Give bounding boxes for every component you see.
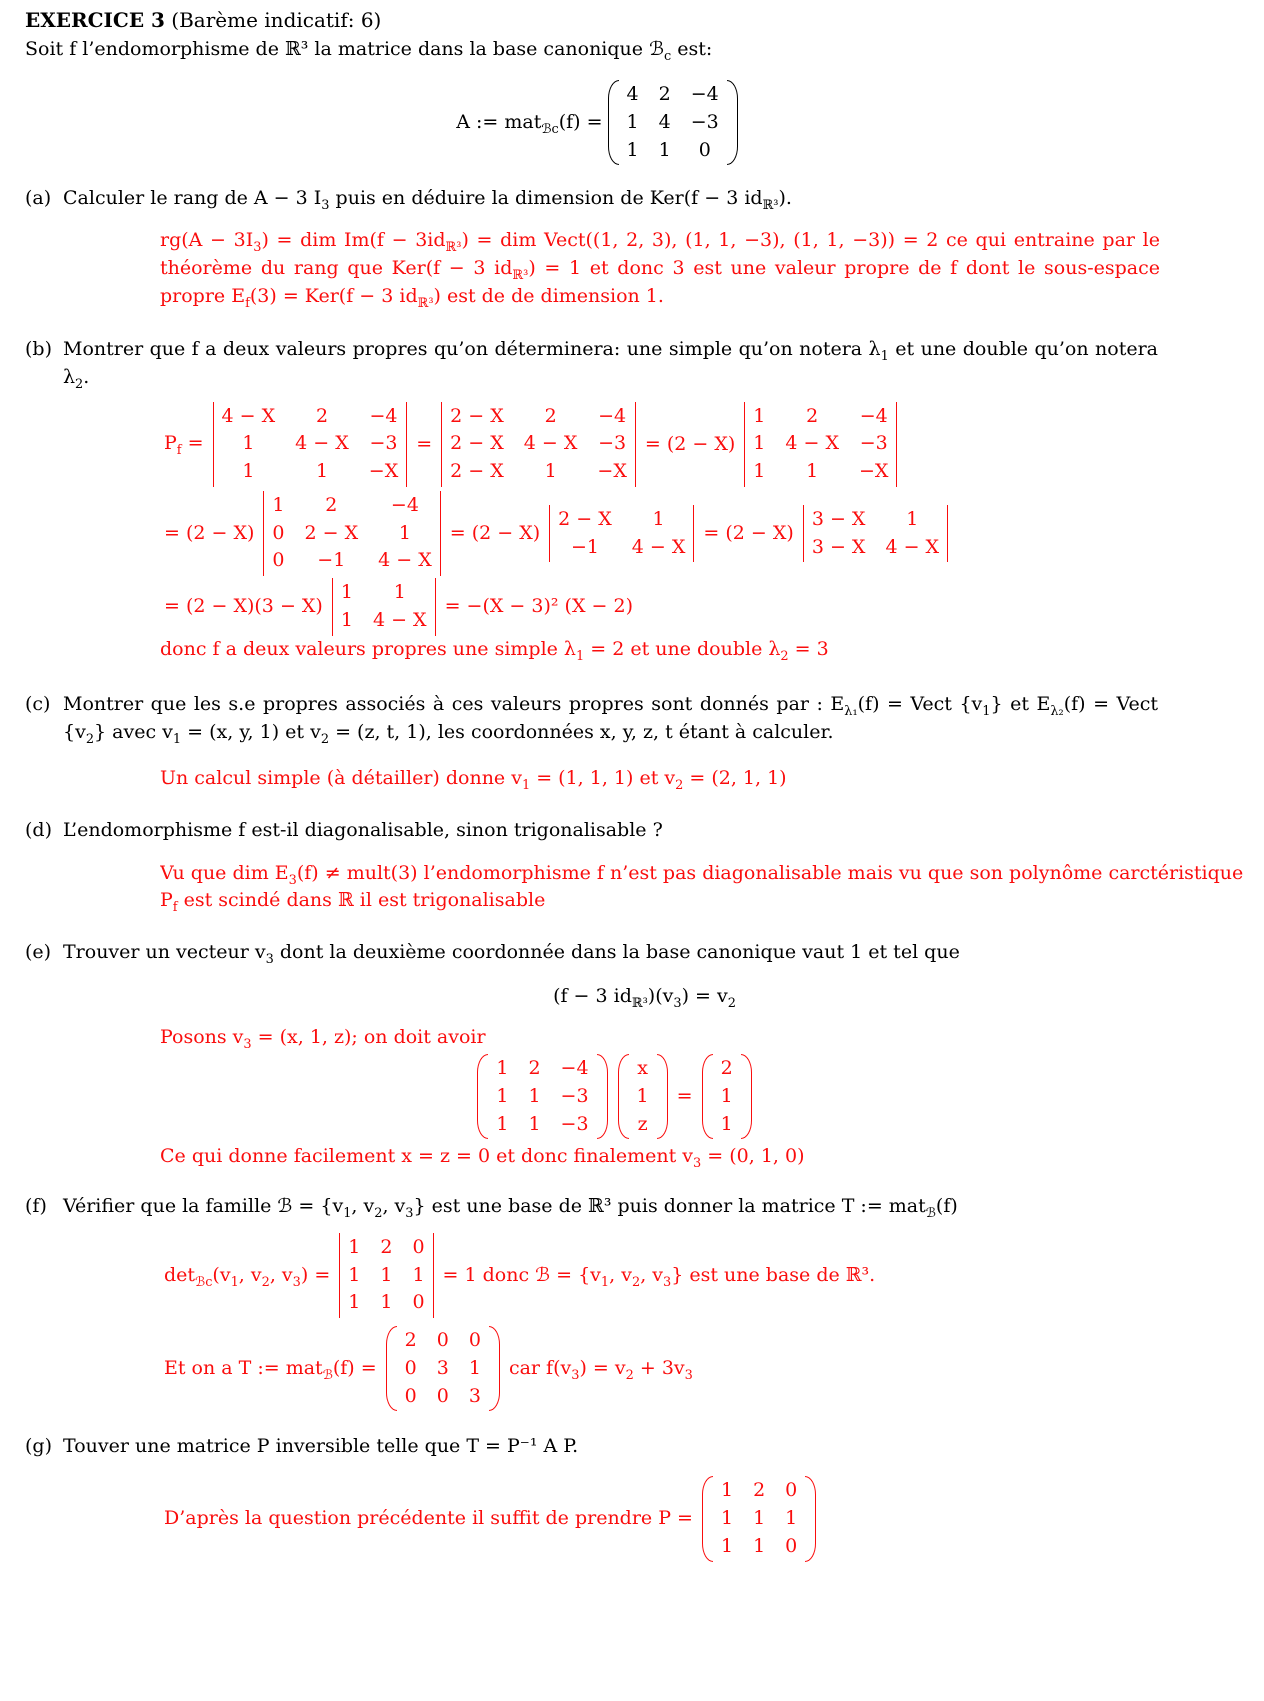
matrix-cell: 2 bbox=[315, 404, 329, 427]
determinant-2-1 bbox=[263, 491, 440, 576]
matrix-cell: 3 − X bbox=[811, 507, 866, 530]
determinant-2-2 bbox=[549, 505, 694, 563]
matrix-cell: 1 bbox=[626, 138, 639, 161]
determinant-2-1-body bbox=[264, 491, 439, 576]
determinant-3-1-body bbox=[333, 578, 435, 636]
item-c-question: Montrer que les s.e propres associés à ces valeurs propres sont donnés par : $E_{\lambda_1}(f)$ = Vect $\{v_1\}$ et $E_{\lambda_2}(f)$ = Vect $\{v_2\}$ avec $v_1 = (x$, y, 1) et $v_2 = (z$, t, 1), les coordonnées x, y, z, t étant à calculer. bbox=[63, 693, 1158, 747]
matrix-equation-e bbox=[25, 1054, 1204, 1139]
matrix-cell: 4 − X bbox=[221, 404, 276, 427]
matrix-cell: 1 bbox=[753, 1534, 766, 1557]
matrix-P-line bbox=[160, 1476, 1264, 1561]
matrix-cell: 1 bbox=[720, 1479, 734, 1502]
determinant-basis-body bbox=[340, 1233, 432, 1318]
det-bar-right bbox=[947, 505, 948, 563]
matrix-cell: 1 bbox=[806, 460, 819, 483]
det-bar-right bbox=[435, 578, 436, 636]
matrix-cell: 0 bbox=[272, 521, 285, 544]
matrix-cell: 1 bbox=[242, 432, 255, 455]
matrix-cell: 1 bbox=[720, 1534, 734, 1557]
matrix-cell: x bbox=[637, 1057, 648, 1080]
matrix-cell: −X bbox=[859, 460, 889, 483]
matrix-cell: 1 bbox=[720, 1084, 733, 1107]
matrix-cell: 2 − X bbox=[304, 521, 359, 544]
determinant-1-2 bbox=[441, 402, 636, 487]
determinant-3-1 bbox=[332, 578, 436, 636]
matrix-cell: −4 bbox=[560, 1057, 589, 1080]
item-f-question: Vérifier que la famille ℬ = {$v_1$, $v_2$, $v_3$} est une base de ℝ³ puis donner la matrice T := mat$_ℬ$(f) bbox=[63, 1195, 958, 1221]
vector-211-body bbox=[713, 1054, 741, 1139]
det-basis-lhs: $\det_{ℬc}(v_1$, $v_2$, $v_3$) = bbox=[164, 1263, 331, 1290]
matrix-cell: −4 bbox=[859, 404, 888, 427]
matrix-cell: −1 bbox=[570, 535, 599, 558]
derivation-line-3 bbox=[160, 578, 1264, 636]
matrix-cell: 1 bbox=[528, 1084, 541, 1107]
matrix-cell: 1 bbox=[544, 460, 557, 483]
matrix-cell: −4 bbox=[690, 83, 719, 106]
matrix-cell: −4 bbox=[390, 493, 419, 516]
matrix-cell: 4 − X bbox=[785, 432, 839, 455]
exercise-title bbox=[25, 6, 1264, 34]
intro-text: Soit f l’endomorphisme de ℝ³ la matrice dans la base canonique ℬ$_c$ est: bbox=[25, 38, 713, 65]
matrix-cell: 1 bbox=[348, 1291, 361, 1314]
matrix-cell: 1 bbox=[340, 608, 353, 631]
right-paren bbox=[597, 1054, 608, 1139]
matrix-cell: 2 − X bbox=[450, 460, 504, 483]
matrix-cell: 1 bbox=[380, 1263, 393, 1286]
matrix-cell: 0 bbox=[785, 1534, 798, 1557]
determinant-1-1-body bbox=[214, 402, 407, 487]
matrix-cell: 0 bbox=[412, 1291, 425, 1314]
matrix-T-body bbox=[397, 1326, 489, 1411]
matrix-cell: −3 bbox=[369, 432, 398, 455]
matrix-cell: 4 bbox=[658, 110, 671, 133]
determinant-2-2-body bbox=[550, 505, 693, 563]
matrix-cell: 2 bbox=[753, 1479, 766, 1502]
vector-x1z-body bbox=[629, 1054, 657, 1139]
matrix-cell: −X bbox=[368, 460, 399, 483]
matrix-cell: 1 bbox=[753, 432, 766, 455]
matrix-cell: 3 bbox=[436, 1356, 449, 1379]
characteristic-polynomial-result: = −(X − 3)² (X − 2) bbox=[444, 595, 633, 618]
factor-2-minus-x: = (2 − X) bbox=[644, 432, 736, 455]
item-b-conclusion: donc f a deux valeurs propres une simple $\lambda_1 = 2$ et une double $\lambda_2 = 3$ bbox=[160, 637, 829, 664]
left-paren bbox=[477, 1054, 488, 1139]
item-d-question: L’endomorphisme f est-il diagonalisable, sinon trigonalisable ? bbox=[63, 818, 663, 841]
vector-211 bbox=[702, 1054, 752, 1139]
matrix-cell: 0 bbox=[272, 549, 285, 572]
matrix-cell: 1 bbox=[315, 460, 329, 483]
matrix-cell: −X bbox=[597, 460, 627, 483]
determinant-1-2-body bbox=[442, 402, 635, 487]
matrix-cell: z bbox=[637, 1112, 648, 1135]
factor-2-minus-x: = (2 − X) bbox=[449, 522, 541, 545]
left-paren bbox=[702, 1476, 713, 1561]
item-b-question: Montrer que f a deux valeurs propres qu’on déterminera: une simple qu’on notera $\lambda_1$ et une double qu’on notera $\lambda_2$. bbox=[63, 338, 1158, 392]
matrix-cell: 3 − X bbox=[811, 535, 866, 558]
matrix-cell: 1 bbox=[785, 1507, 798, 1530]
det-bar-right bbox=[693, 505, 694, 563]
item-c-label: (c) bbox=[25, 693, 51, 716]
item-a-answer: $rg(A - 3I_3)$ = dim $Im(f - 3id_{ℝ^3})$ = dim Vect((1, 2, 3), (1, 1, −3), (1, 1, −3)) = 2 ce qui entraine par le théorème du rang que Ker(f − 3 $id_{ℝ^3}) = 1$ et donc 3 est une valeur propre de f dont le sous-espace propre $E_f(3) = Ker(f - 3$ $id_{ℝ^3}$) est de de dimension 1. bbox=[160, 229, 1160, 311]
matrix-cell: 2 bbox=[658, 83, 671, 106]
matrix-cell: 2 bbox=[404, 1329, 417, 1352]
item-b bbox=[25, 336, 1264, 391]
matrix-A bbox=[608, 80, 738, 165]
exercise-title-tail: (Barème indicatif: 6) bbox=[164, 8, 382, 32]
left-paren bbox=[618, 1054, 629, 1139]
item-a-label: (a) bbox=[25, 187, 52, 210]
derivation-line-2 bbox=[160, 491, 1264, 576]
vector-x1z bbox=[618, 1054, 668, 1139]
item-e bbox=[25, 939, 1264, 967]
left-paren bbox=[386, 1326, 397, 1411]
matrix-cell: 1 bbox=[398, 521, 411, 544]
matrix-cell: −4 bbox=[598, 404, 627, 427]
item-e-posons: Posons $v_3 = (x$, 1, z); on doit avoir bbox=[160, 1026, 486, 1053]
matrix-cell: 1 bbox=[340, 581, 353, 604]
item-a-question: Calculer le rang de A − 3 $I_3$ puis en déduire la dimension de Ker(f − 3 $id_{ℝ^3}$). bbox=[63, 187, 792, 214]
matrix-cell: 1 bbox=[242, 460, 255, 483]
det-bar-right bbox=[440, 491, 441, 576]
matrix-f-minus-3id bbox=[477, 1054, 607, 1139]
equation-f-minus-3id: (f − 3 $id_{ℝ^3})(v_3) = v_2$ bbox=[553, 984, 736, 1011]
matrix-cell: 2 bbox=[528, 1057, 541, 1080]
left-paren bbox=[608, 80, 619, 165]
matrix-cell: 0 bbox=[404, 1384, 417, 1407]
matrix-cell: 4 bbox=[626, 83, 639, 106]
display-equation-A bbox=[25, 80, 1174, 165]
matrix-cell: 0 bbox=[436, 1329, 449, 1352]
matrix-cell: 2 − X bbox=[450, 432, 504, 455]
factor-2-minus-x: = (2 − X) bbox=[703, 522, 794, 545]
matrix-cell: 1 bbox=[753, 404, 766, 427]
determinant-basis bbox=[339, 1233, 433, 1318]
pf-label: $P_f$ = bbox=[164, 432, 204, 459]
determinant-1-3 bbox=[744, 402, 897, 487]
matrix-T bbox=[386, 1326, 500, 1411]
right-paren bbox=[741, 1054, 752, 1139]
matrix-cell: −1 bbox=[317, 549, 346, 572]
left-paren bbox=[702, 1054, 713, 1139]
matrix-cell: 0 bbox=[468, 1329, 481, 1352]
item-d-label: (d) bbox=[25, 818, 52, 841]
item-d bbox=[25, 817, 1264, 844]
matrix-cell: 2 bbox=[544, 404, 557, 427]
matrix-P bbox=[702, 1476, 816, 1561]
matrix-cell: −3 bbox=[560, 1084, 589, 1107]
item-f-label: (f) bbox=[25, 1195, 47, 1218]
matrix-P-lhs: D’après la question précédente il suffit de prendre P = bbox=[164, 1507, 693, 1530]
determinant-1-3-body bbox=[745, 402, 896, 487]
item-a bbox=[25, 185, 1264, 213]
matrix-T-lhs: Et on a T := mat$_ℬ$(f) = bbox=[164, 1356, 377, 1383]
matrix-f-minus-3id-body bbox=[488, 1054, 596, 1139]
determinant-1-1 bbox=[213, 402, 408, 487]
matrix-cell: 1 bbox=[272, 493, 285, 516]
matrix-cell: 0 bbox=[436, 1384, 449, 1407]
matrix-cell: 1 bbox=[496, 1112, 509, 1135]
item-e-question: Trouver un vecteur $v_3$ dont la deuxième coordonnée dans la base canonique vaut 1 et tel que bbox=[63, 940, 960, 967]
item-c-answer: Un calcul simple (à détailler) donne $v_1 = (1$, 1, 1) et $v_2 = (2$, 1, 1) bbox=[160, 766, 787, 793]
determinant-basis-line bbox=[160, 1233, 1264, 1318]
item-d-answer-line1: Vu que dim $E_3(f)$ ≠ mult(3) l’endomorphisme f n’est pas diagonalisable mais vu que son polynôme carctéristique bbox=[160, 861, 1244, 888]
item-e-conclusion: Ce qui donne facilement x = z = 0 et donc finalement $v_3 = (0$, 1, 0) bbox=[160, 1145, 805, 1172]
matrix-cell: 1 bbox=[393, 581, 406, 604]
matrix-cell: 2 bbox=[720, 1057, 733, 1080]
det-bar-right bbox=[635, 402, 636, 487]
exercise-title-bold: EXERCICE 3 bbox=[25, 8, 165, 32]
item-g-label: (g) bbox=[25, 1435, 52, 1458]
matrix-cell: 1 bbox=[496, 1084, 509, 1107]
matrix-cell: 1 bbox=[528, 1112, 541, 1135]
matrix-cell: 2 bbox=[380, 1235, 393, 1258]
determinant-2-3-body bbox=[804, 505, 947, 563]
item-b-label: (b) bbox=[25, 338, 52, 361]
factor-2x-3x: = (2 − X)(3 − X) bbox=[164, 595, 323, 618]
matrix-cell: 0 bbox=[412, 1235, 425, 1258]
matrix-P-body bbox=[713, 1476, 805, 1561]
det-bar-right bbox=[896, 402, 897, 487]
matrix-cell: 1 bbox=[626, 110, 639, 133]
equals-sign: = bbox=[416, 432, 433, 455]
matrix-cell: 2 bbox=[806, 404, 819, 427]
matrix-cell: 3 bbox=[468, 1384, 481, 1407]
matrix-cell: 1 bbox=[906, 507, 919, 530]
matrix-cell: 2 bbox=[325, 493, 338, 516]
matrix-cell: 1 bbox=[348, 1263, 361, 1286]
det-basis-rhs: = 1 donc ℬ = {$v_1$, $v_2$, $v_3$} est une base de ℝ³. bbox=[442, 1263, 876, 1290]
item-e-label: (e) bbox=[25, 940, 52, 963]
matrix-cell: 0 bbox=[698, 138, 711, 161]
equals-sign: = bbox=[676, 1085, 693, 1108]
item-d-answer-line2: $P_f$ est scindé dans ℝ il est trigonalisable bbox=[160, 889, 546, 916]
matrix-cell: −3 bbox=[859, 432, 888, 455]
matrix-cell: 4 − X bbox=[523, 432, 578, 455]
equation-A-lhs: A := mat$_{ℬc}$(f) = bbox=[456, 110, 603, 137]
matrix-cell: −4 bbox=[369, 404, 398, 427]
matrix-cell: −3 bbox=[598, 432, 627, 455]
matrix-cell: 4 − X bbox=[885, 535, 940, 558]
item-f bbox=[25, 1193, 1264, 1221]
matrix-T-line bbox=[160, 1326, 1264, 1411]
matrix-cell: 1 bbox=[720, 1507, 734, 1530]
matrix-cell: 2 − X bbox=[558, 507, 612, 530]
matrix-cell: −3 bbox=[690, 110, 719, 133]
matrix-cell: 1 bbox=[380, 1291, 393, 1314]
right-paren bbox=[805, 1476, 816, 1561]
matrix-cell: 4 − X bbox=[295, 432, 349, 455]
right-paren bbox=[489, 1326, 500, 1411]
item-g-question: Touver une matrice P inversible telle que T = P⁻¹ A P. bbox=[63, 1435, 579, 1458]
matrix-cell: 0 bbox=[404, 1356, 417, 1379]
matrix-cell: 4 − X bbox=[372, 608, 427, 631]
matrix-cell: 1 bbox=[412, 1263, 425, 1286]
derivation-line-1 bbox=[160, 402, 1264, 487]
right-paren bbox=[657, 1054, 668, 1139]
matrix-cell: 1 bbox=[753, 460, 766, 483]
matrix-cell: 1 bbox=[753, 1507, 766, 1530]
matrix-cell: 4 − X bbox=[378, 549, 432, 572]
matrix-cell: 0 bbox=[785, 1479, 798, 1502]
matrix-cell: −3 bbox=[560, 1112, 589, 1135]
matrix-cell: 1 bbox=[468, 1356, 481, 1379]
determinant-2-3 bbox=[803, 505, 948, 563]
matrix-T-rhs: car $f(v_3) = v_2 + 3v_3$ bbox=[508, 1356, 693, 1383]
matrix-cell: 1 bbox=[348, 1235, 361, 1258]
factor-2-minus-x: = (2 − X) bbox=[164, 522, 255, 545]
matrix-A-body bbox=[619, 80, 727, 165]
matrix-cell: 2 − X bbox=[450, 404, 504, 427]
item-g bbox=[25, 1433, 1264, 1460]
item-c bbox=[25, 691, 1264, 746]
matrix-cell: 1 bbox=[652, 507, 665, 530]
det-bar-right bbox=[433, 1233, 434, 1318]
matrix-cell: 1 bbox=[636, 1084, 649, 1107]
matrix-cell: 1 bbox=[496, 1057, 509, 1080]
right-paren bbox=[727, 80, 738, 165]
matrix-cell: 4 − X bbox=[631, 535, 686, 558]
matrix-cell: 1 bbox=[658, 138, 671, 161]
det-bar-right bbox=[406, 402, 407, 487]
matrix-cell: 1 bbox=[720, 1112, 733, 1135]
